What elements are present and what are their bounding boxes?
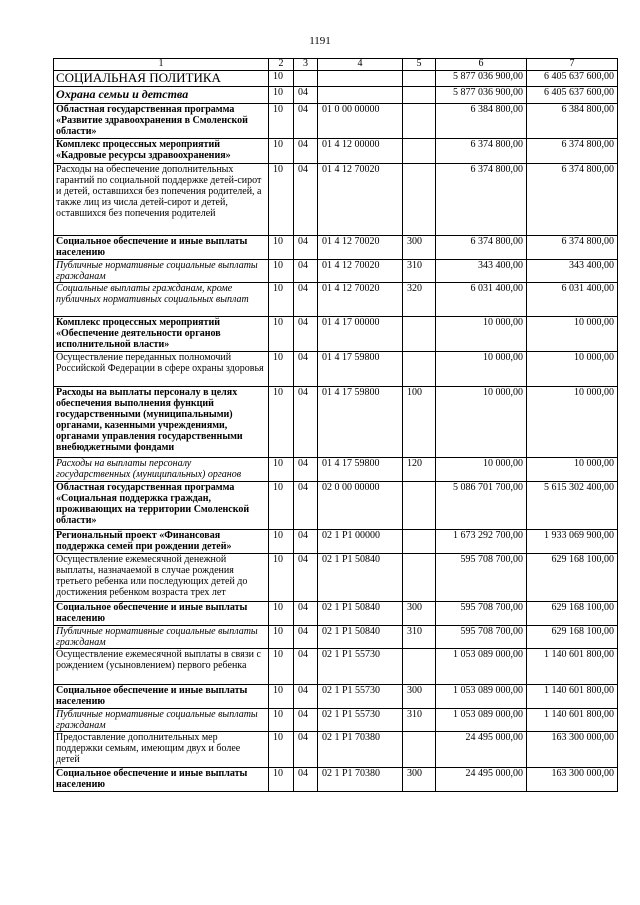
row-value-cell: 02 1 P1 55730	[318, 649, 403, 685]
table-row	[54, 236, 618, 260]
row-label-cell: Социальное обеспечение и иные выплаты населению	[54, 236, 269, 260]
table-row	[54, 685, 618, 709]
row-value-cell: 04	[294, 283, 318, 317]
row-value-cell: 04	[294, 236, 318, 260]
row-value-cell: 04	[294, 139, 318, 164]
row-label-cell: Расходы на выплаты персоналу государственных (муниципальных) органов	[54, 458, 269, 482]
page-number: 1191	[309, 35, 331, 47]
row-value-cell: 04	[294, 685, 318, 709]
row-value-cell: 163 300 000,00	[527, 732, 618, 768]
row-value-cell: 5 086 701 700,00	[436, 482, 527, 530]
row-value-cell: 02 1 P1 50840	[318, 554, 403, 602]
row-value-cell	[318, 71, 403, 87]
table-row	[54, 164, 618, 236]
row-label-cell: Комплекс процессных мероприятий «Кадровые ресурсы здравоохранения»	[54, 139, 269, 164]
row-value-cell: 10 000,00	[436, 352, 527, 387]
table-row	[54, 602, 618, 626]
row-value-cell	[403, 317, 436, 352]
row-value-cell: 04	[294, 768, 318, 792]
row-label-cell: Областная государственная программа «Социальная поддержка граждан, проживающих на территории Смоленской области»	[54, 482, 269, 530]
table-row	[54, 709, 618, 732]
table-row	[54, 732, 618, 768]
budget-table	[53, 58, 618, 792]
table-row	[54, 71, 618, 87]
table-row	[54, 317, 618, 352]
row-value-cell: 10	[269, 352, 294, 387]
row-value-cell	[403, 71, 436, 87]
row-value-cell: 04	[294, 482, 318, 530]
row-value-cell: 629 168 100,00	[527, 554, 618, 602]
row-value-cell	[403, 164, 436, 236]
row-value-cell: 01 4 17 59800	[318, 387, 403, 458]
table-row	[54, 387, 618, 458]
row-value-cell	[403, 87, 436, 104]
row-value-cell: 10	[269, 602, 294, 626]
row-value-cell: 10 000,00	[527, 317, 618, 352]
row-label-cell: Расходы на обеспечение дополнительных гарантий по социальной поддержке детей-сирот и детей, оставшихся без попечения родителей, а также лиц из числа детей-сирот и детей, оставшихся без попечения родителей	[54, 164, 269, 236]
row-value-cell: 01 4 12 70020	[318, 236, 403, 260]
row-value-cell: 10 000,00	[436, 317, 527, 352]
row-value-cell: 1 140 601 800,00	[527, 685, 618, 709]
row-value-cell: 629 168 100,00	[527, 602, 618, 626]
row-label-cell: Предоставление дополнительных мер поддержки семьям, имеющим двух и более детей	[54, 732, 269, 768]
row-value-cell: 10	[269, 87, 294, 104]
row-value-cell: 10	[269, 104, 294, 139]
row-label-cell: Социальные выплаты гражданам, кроме публичных нормативных социальных выплат	[54, 283, 269, 317]
row-value-cell: 10	[269, 530, 294, 554]
row-value-cell: 5 877 036 900,00	[436, 87, 527, 104]
row-value-cell: 10	[269, 685, 294, 709]
row-value-cell: 5 877 036 900,00	[436, 71, 527, 87]
table-row	[54, 649, 618, 685]
header-cell: 6	[436, 59, 527, 71]
table-row	[54, 626, 618, 649]
row-value-cell: 10	[269, 732, 294, 768]
row-value-cell: 343 400,00	[436, 260, 527, 283]
header-cell: 5	[403, 59, 436, 71]
row-value-cell: 595 708 700,00	[436, 554, 527, 602]
row-value-cell: 163 300 000,00	[527, 768, 618, 792]
row-value-cell: 300	[403, 768, 436, 792]
row-value-cell: 04	[294, 387, 318, 458]
row-value-cell: 01 4 12 00000	[318, 139, 403, 164]
row-value-cell: 04	[294, 709, 318, 732]
row-value-cell: 1 673 292 700,00	[436, 530, 527, 554]
table-row	[54, 554, 618, 602]
row-value-cell: 02 1 P1 00000	[318, 530, 403, 554]
row-value-cell: 6 405 637 600,00	[527, 87, 618, 104]
row-value-cell	[403, 732, 436, 768]
row-value-cell: 6 374 800,00	[436, 236, 527, 260]
row-value-cell: 24 495 000,00	[436, 732, 527, 768]
row-label-cell: Осуществление ежемесячной выплаты в связи с рождением (усыновлением) первого ребенка	[54, 649, 269, 685]
row-value-cell: 04	[294, 317, 318, 352]
row-value-cell: 10 000,00	[436, 387, 527, 458]
row-label-cell: Социальное обеспечение и иные выплаты населению	[54, 685, 269, 709]
row-value-cell: 24 495 000,00	[436, 768, 527, 792]
row-value-cell: 04	[294, 164, 318, 236]
row-value-cell: 6 031 400,00	[436, 283, 527, 317]
row-value-cell: 10	[269, 482, 294, 530]
row-value-cell: 04	[294, 352, 318, 387]
row-value-cell: 6 374 800,00	[436, 164, 527, 236]
row-value-cell: 595 708 700,00	[436, 626, 527, 649]
header-cell: 2	[269, 59, 294, 71]
row-value-cell: 10	[269, 649, 294, 685]
row-value-cell: 300	[403, 685, 436, 709]
row-value-cell	[403, 530, 436, 554]
row-label-cell: Расходы на выплаты персоналу в целях обеспечения выполнения функций государственными (муниципальными) органами, казенными учреждениями, органами управления государственными внебюджетными фондами	[54, 387, 269, 458]
row-value-cell: 5 615 302 400,00	[527, 482, 618, 530]
row-value-cell: 6 374 800,00	[527, 139, 618, 164]
row-value-cell: 02 1 P1 55730	[318, 685, 403, 709]
header-cell: 4	[318, 59, 403, 71]
table-row	[54, 482, 618, 530]
row-value-cell: 6 374 800,00	[527, 236, 618, 260]
row-label-cell: Публичные нормативные социальные выплаты гражданам	[54, 260, 269, 283]
row-value-cell: 01 4 12 70020	[318, 164, 403, 236]
row-value-cell: 04	[294, 260, 318, 283]
table-row	[54, 87, 618, 104]
row-value-cell: 10	[269, 768, 294, 792]
header-row	[54, 59, 618, 71]
row-value-cell: 04	[294, 554, 318, 602]
row-value-cell: 02 1 P1 70380	[318, 768, 403, 792]
table-row	[54, 352, 618, 387]
row-value-cell: 10	[269, 260, 294, 283]
row-value-cell: 04	[294, 87, 318, 104]
row-label-cell: Региональный проект «Финансовая поддержка семей при рождении детей»	[54, 530, 269, 554]
row-value-cell: 629 168 100,00	[527, 626, 618, 649]
row-value-cell: 6 374 800,00	[436, 139, 527, 164]
row-label-cell: Социальное обеспечение и иные выплаты населению	[54, 768, 269, 792]
row-value-cell	[403, 649, 436, 685]
row-value-cell: 1 053 089 000,00	[436, 709, 527, 732]
row-value-cell: 1 933 069 900,00	[527, 530, 618, 554]
row-label-cell: Областная государственная программа «Развитие здравоохранения в Смоленской области»	[54, 104, 269, 139]
row-value-cell: 120	[403, 458, 436, 482]
row-value-cell: 310	[403, 626, 436, 649]
row-value-cell	[403, 139, 436, 164]
row-label-cell: Публичные нормативные социальные выплаты гражданам	[54, 626, 269, 649]
row-value-cell: 300	[403, 236, 436, 260]
row-value-cell: 04	[294, 602, 318, 626]
row-value-cell: 6 031 400,00	[527, 283, 618, 317]
row-value-cell: 343 400,00	[527, 260, 618, 283]
row-value-cell: 6 405 637 600,00	[527, 71, 618, 87]
row-value-cell: 10	[269, 164, 294, 236]
row-value-cell	[403, 482, 436, 530]
row-value-cell: 6 384 800,00	[527, 104, 618, 139]
row-value-cell: 02 1 P1 50840	[318, 626, 403, 649]
row-label-cell: СОЦИАЛЬНАЯ ПОЛИТИКА	[54, 71, 269, 87]
row-value-cell: 04	[294, 104, 318, 139]
row-value-cell: 01 4 12 70020	[318, 283, 403, 317]
row-label-cell: Публичные нормативные социальные выплаты гражданам	[54, 709, 269, 732]
row-value-cell: 1 053 089 000,00	[436, 649, 527, 685]
row-value-cell: 1 053 089 000,00	[436, 685, 527, 709]
row-value-cell: 10 000,00	[527, 387, 618, 458]
table-row	[54, 104, 618, 139]
header-cell: 7	[527, 59, 618, 71]
row-value-cell: 02 1 P1 70380	[318, 732, 403, 768]
table-row	[54, 283, 618, 317]
table-row	[54, 260, 618, 283]
table-row	[54, 139, 618, 164]
row-value-cell: 10	[269, 387, 294, 458]
row-value-cell: 04	[294, 530, 318, 554]
row-value-cell: 300	[403, 602, 436, 626]
row-value-cell: 10	[269, 317, 294, 352]
row-value-cell: 310	[403, 260, 436, 283]
row-value-cell: 10	[269, 139, 294, 164]
row-value-cell: 01 4 17 00000	[318, 317, 403, 352]
row-value-cell: 10	[269, 554, 294, 602]
row-value-cell: 595 708 700,00	[436, 602, 527, 626]
row-value-cell: 04	[294, 649, 318, 685]
row-label-cell: Комплекс процессных мероприятий «Обеспечение деятельности органов исполнительной власти»	[54, 317, 269, 352]
row-value-cell: 1 140 601 800,00	[527, 649, 618, 685]
row-value-cell: 01 4 17 59800	[318, 352, 403, 387]
row-value-cell	[318, 87, 403, 104]
row-value-cell	[403, 554, 436, 602]
row-value-cell: 10	[269, 71, 294, 87]
row-value-cell: 04	[294, 626, 318, 649]
row-label-cell: Осуществление ежемесячной денежной выплаты, назначаемой в случае рождения третьего ребенка или последующих детей до достижения ребенком возраста трех лет	[54, 554, 269, 602]
row-value-cell	[403, 352, 436, 387]
row-value-cell: 02 1 P1 55730	[318, 709, 403, 732]
row-value-cell: 10 000,00	[527, 458, 618, 482]
row-value-cell: 02 1 P1 50840	[318, 602, 403, 626]
table-row	[54, 768, 618, 792]
row-value-cell: 01 4 17 59800	[318, 458, 403, 482]
row-value-cell: 02 0 00 00000	[318, 482, 403, 530]
row-value-cell	[403, 104, 436, 139]
row-value-cell: 10	[269, 283, 294, 317]
row-value-cell: 1 140 601 800,00	[527, 709, 618, 732]
row-value-cell: 10	[269, 626, 294, 649]
row-value-cell: 10 000,00	[527, 352, 618, 387]
header-cell: 3	[294, 59, 318, 71]
row-value-cell: 04	[294, 732, 318, 768]
row-value-cell: 10	[269, 458, 294, 482]
row-value-cell: 10	[269, 236, 294, 260]
row-value-cell	[294, 71, 318, 87]
row-label-cell: Социальное обеспечение и иные выплаты населению	[54, 602, 269, 626]
row-label-cell: Охрана семьи и детства	[54, 87, 269, 104]
row-value-cell: 10	[269, 709, 294, 732]
row-value-cell: 320	[403, 283, 436, 317]
row-value-cell: 01 4 12 70020	[318, 260, 403, 283]
table-row	[54, 458, 618, 482]
row-value-cell: 6 384 800,00	[436, 104, 527, 139]
header-cell: 1	[54, 59, 269, 71]
table-row	[54, 530, 618, 554]
row-label-cell: Осуществление переданных полномочий Российской Федерации в сфере охраны здоровья	[54, 352, 269, 387]
row-value-cell: 10 000,00	[436, 458, 527, 482]
row-value-cell: 6 374 800,00	[527, 164, 618, 236]
row-value-cell: 310	[403, 709, 436, 732]
row-value-cell: 01 0 00 00000	[318, 104, 403, 139]
row-value-cell: 04	[294, 458, 318, 482]
row-value-cell: 100	[403, 387, 436, 458]
